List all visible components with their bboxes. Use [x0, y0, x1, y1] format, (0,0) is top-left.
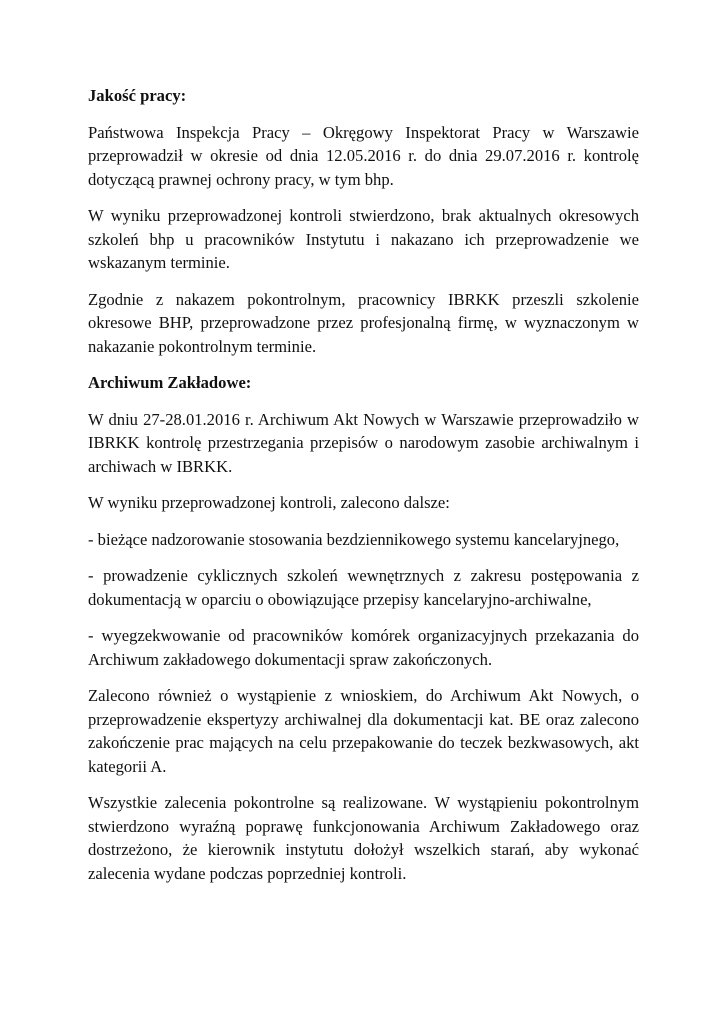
section-jakosc-pracy — [88, 84, 639, 358]
paragraph: Wszystkie zalecenia pokontrolne są realizowane. W wystąpieniu pokontrolnym stwierdzono wyraźną poprawę funkcjonowania Archiwum Zakładowego oraz dostrzeżono, że kierownik instytutu dołożył wszelkich starań, aby wykonać zalecenia wydane podczas poprzedniej kontroli. — [88, 793, 639, 883]
section-heading: Jakość pracy: — [88, 86, 187, 105]
list-item: - bieżące nadzorowanie stosowania bezdziennikowego systemu kancelaryjnego, — [88, 529, 620, 549]
section-heading: Archiwum Zakładowe: — [88, 373, 252, 392]
paragraph: W wyniku przeprowadzonej kontroli stwierdzono, brak aktualnych okresowych szkoleń bhp u pracowników Instytutu i nakazano ich przeprowadzenie we wskazanym terminie. — [88, 206, 639, 272]
document-page — [88, 84, 639, 898]
paragraph: Zgodnie z nakazem pokontrolnym, pracownicy IBRKK przeszli szkolenie okresowe BHP, przeprowadzone przez profesjonalną firmę, w wyznaczonym w nakazanie pokontrolnym terminie. — [88, 289, 639, 356]
paragraph: Państwowa Inspekcja Pracy – Okręgowy Inspektorat Pracy w Warszawie przeprowadził w okresie od dnia 12.05.2016 r. do dnia 29.07.2016 r. kontrolę dotyczącą prawnej ochrony pracy, w tym bhp. — [88, 122, 639, 189]
section-archiwum-zakladowe — [88, 371, 639, 885]
list-item: - wyegzekwowanie od pracowników komórek organizacyjnych przekazania do Archiwum zakładowego dokumentacji spraw zakończonych. — [88, 626, 639, 669]
list-item: - prowadzenie cyklicznych szkoleń wewnętrznych z zakresu postępowania z dokumentacją w oparciu o obowiązujące przepisy kancelaryjno-archiwalne, — [88, 566, 639, 609]
paragraph: W dniu 27-28.01.2016 r. Archiwum Akt Nowych w Warszawie przeprowadziło w IBRKK kontrolę przestrzegania przepisów o narodowym zasobie archiwalnym i archiwach w IBRKK. — [88, 409, 639, 476]
paragraph: Zalecono również o wystąpienie z wnioskiem, do Archiwum Akt Nowych, o przeprowadzenie ekspertyzy archiwalnej dla dokumentacji kat. BE oraz zalecono zakończenie prac mających na celu przepakowanie do teczek bezkwasowych, akt kategorii A. — [88, 686, 639, 776]
paragraph: W wyniku przeprowadzonej kontroli, zalecono dalsze: — [88, 493, 450, 512]
